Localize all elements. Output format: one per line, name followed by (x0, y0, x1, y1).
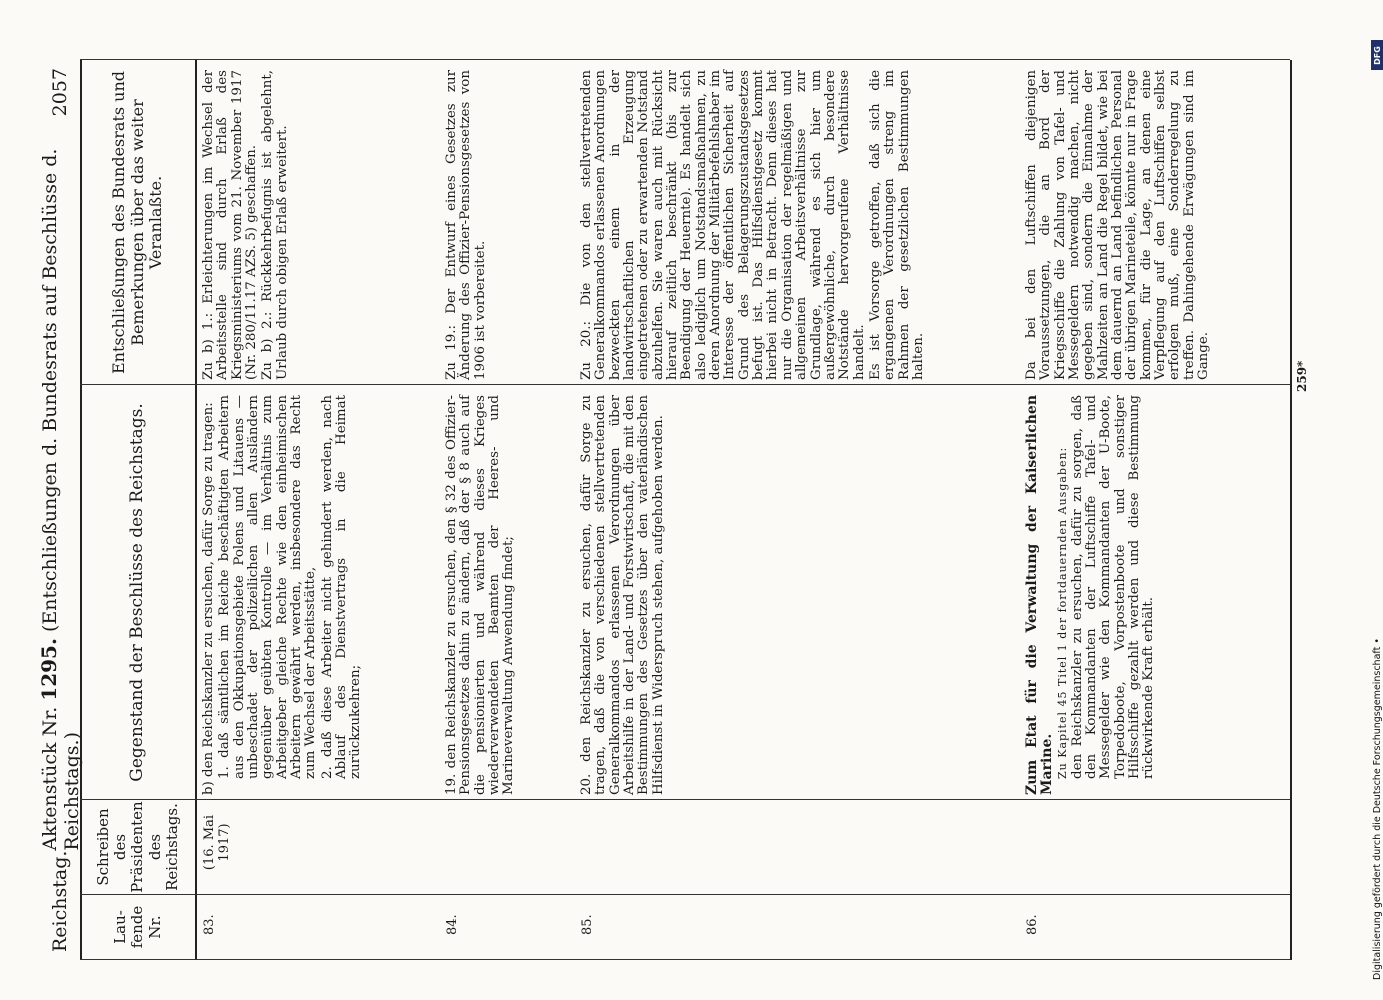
column-header-decision: Entschließungen des Bundesrats und Bemerkungen über das weiter Veranlaßte. (109, 70, 166, 375)
digitization-credit: Digitalisierung gefördert durch die Deutsche Forschungsgemeinschaft • (1372, 638, 1383, 980)
row-86-decision: Da bei den Luftschiffen diejenigen Voraussetzungen, die an Bord der Kriegsschiffe die Zahlung von Tafel- und Messegeldern notwendig machen, nicht gegeben sind, sondern die Einnahme der Mahlzeiten an Land die Regel bildet, wie bei dem dauernd an Land befindlichen Personal der übrigen Marineteile, könnte nur in Frage kommen, für die Lage, an denen eine Verpflegung auf den Luftschiffen selbst erfolgen muß, eine Sonderregelung zu treffen. Dahingehende Erwägungen sind im Gange. (1024, 70, 1212, 380)
table-border-top (80, 59, 1290, 60)
row-84-number: 84. (445, 914, 460, 935)
column-header-letter: Schreiben des Präsidenten des Reichstags. (93, 801, 181, 893)
row-85-subject: 20. den Reichskanzler zu ersuchen, dafür Sorge zu tragen, daß die von verschiedenen stellvertretenden Generalkommandos erlassenen Verordnungen über Arbeitshilfe in der Land- und Forstwirtschaft, die mit den Bestimmungen des Gesetzes über den vaterländischen Hilfsdienst in Widerspruch stehen, aufgehoben werden. (579, 395, 666, 795)
table-border-bottom (80, 959, 1290, 960)
row-85-number: 85. (580, 914, 595, 935)
dfg-logo: DFG (1371, 40, 1383, 70)
column-divider-2 (80, 799, 1290, 800)
rotated-document-page (37, 60, 1310, 960)
signature-mark: 259* (1295, 360, 1309, 392)
column-divider-1 (80, 894, 1290, 895)
header-title: Aktenstück Nr. 1295. (Entschließungen d. Bundesrats auf Beschlüsse d. Reichstags.) (37, 148, 83, 851)
page-header (37, 60, 83, 960)
row-83-number: 83. (202, 914, 217, 935)
row-83-subject: b) den Reichskanzler zu ersuchen, dafür Sorge zu tragen: 1. daß sämtlichen im Reiche beschäftigten Arbeitern aus den Okkupationsgebiete Polens und Litauens — unbeschadet der polizeilichen allen Ausländern gegenüber geübten Kontrolle — im Verhältnis zum Arbeitgeber gleiche Rechte wie den einheimischen Arbeitern gewährt werden, insbesondere das Recht zum Wechsel der Arbeitsstätte, 2. daß diese Arbeiter nicht gehindert werden, nach Ablauf des Dienstvertrags in die Heimat zurückzukehren; (201, 395, 364, 795)
row-86-number: 86. (1025, 914, 1040, 935)
section-title: Zum Etat für die Verwaltung der Kaiserlichen Marine. (1024, 395, 1055, 795)
page-number: 2057 (49, 68, 71, 117)
header-left: Reichstag. (49, 850, 71, 952)
header-rule (80, 60, 82, 960)
column-header-rule (195, 60, 197, 960)
column-header-subject: Gegenstand der Beschlüsse des Reichstags. (127, 403, 148, 782)
bottom-rule (1290, 60, 1292, 960)
column-divider-3 (80, 384, 1290, 385)
row-83-date: (16. Mai 1917) (202, 814, 232, 871)
row-84-subject: 19. den Reichskanzler zu ersuchen, den § 32 des Offizier-Pensionsgesetzes dahin zu ändern, daß der § 8 auch auf die pensionierten und während dieses Krieges wiederverwendeten Beamten der Heeres- und Marineverwaltung Anwendung findet; (444, 395, 517, 795)
row-84-decision: Zu 19.: Der Entwurf eines Gesetzes zur Änderung des Offizier-Pensionsgesetzes von 1906 ist vorbereitet. (444, 70, 488, 380)
row-83-decision: Zu b) 1.: Erleichterungen im Wechsel der Arbeitsstelle sind durch Erlaß des Kriegsministeriums vom 21. November 1917 (Nr. 280/11.17 AZS. 5) geschaffen. Zu b) 2.: Rückkehrbefugnis ist abgelehnt, Urlaub durch obigen Erlaß erweitert. (201, 70, 290, 380)
row-86-subject: Zum Etat für die Verwaltung der Kaiserlichen Marine. Zu Kapitel 45 Titel 1 der fortdauernden Ausgaben: den Reichskanzler zu ersuchen, dafür zu sorgen, daß den Kommandanten der Luftschiffe Tafel- und Messegelder wie den Kommandanten der U-Boote, Torpedoboote, Vorpostenboote und sonstiger Hilfsschiffe gezahlt werden und diese Bestimmung rückwirkende Kraft erhält. (1024, 395, 1157, 795)
header-number: 1295. (37, 638, 61, 701)
column-header-nr: Lau-fende Nr. (111, 905, 164, 949)
section-subtitle: Zu Kapitel 45 Titel 1 der fortdauernden Ausgaben: (1055, 446, 1069, 779)
row-85-decision: Zu 20.: Die von den stellvertretenden Generalkommandos erlassenen Anordnungen bezweckten einem in der landwirtschaftlichen Erzeugung eingetretenen oder zu erwartenden Notstand abzuhelfen. Sie waren auch mit Rücksicht hierauf zeitlich beschränkt (bis zur Beendigung der Heuernte). Es handelt sich also lediglich um Notstandsmaßnahmen, zu deren Anordnung der Militärbefehlshaber im Interesse der öffentlichen Sicherheit auf Grund des Belagerungszustandsgesetzes befugt ist. Das Hilfsdienstgesetz kommt hierbei nicht in Betracht. Denn dieses hat nur die Organisation der regelmäßigen und allgemeinen Arbeitsverhältnisse zur Grundlage, während es sich hier um außergewöhnliche, durch besondere Notstände hervorgerufene Verhältnisse handelt. Es ist Vorsorge getroffen, daß sich die ergangenen Verordnungen streng im Rahmen der gesetzlichen Bestimmungen halten. (579, 70, 926, 380)
